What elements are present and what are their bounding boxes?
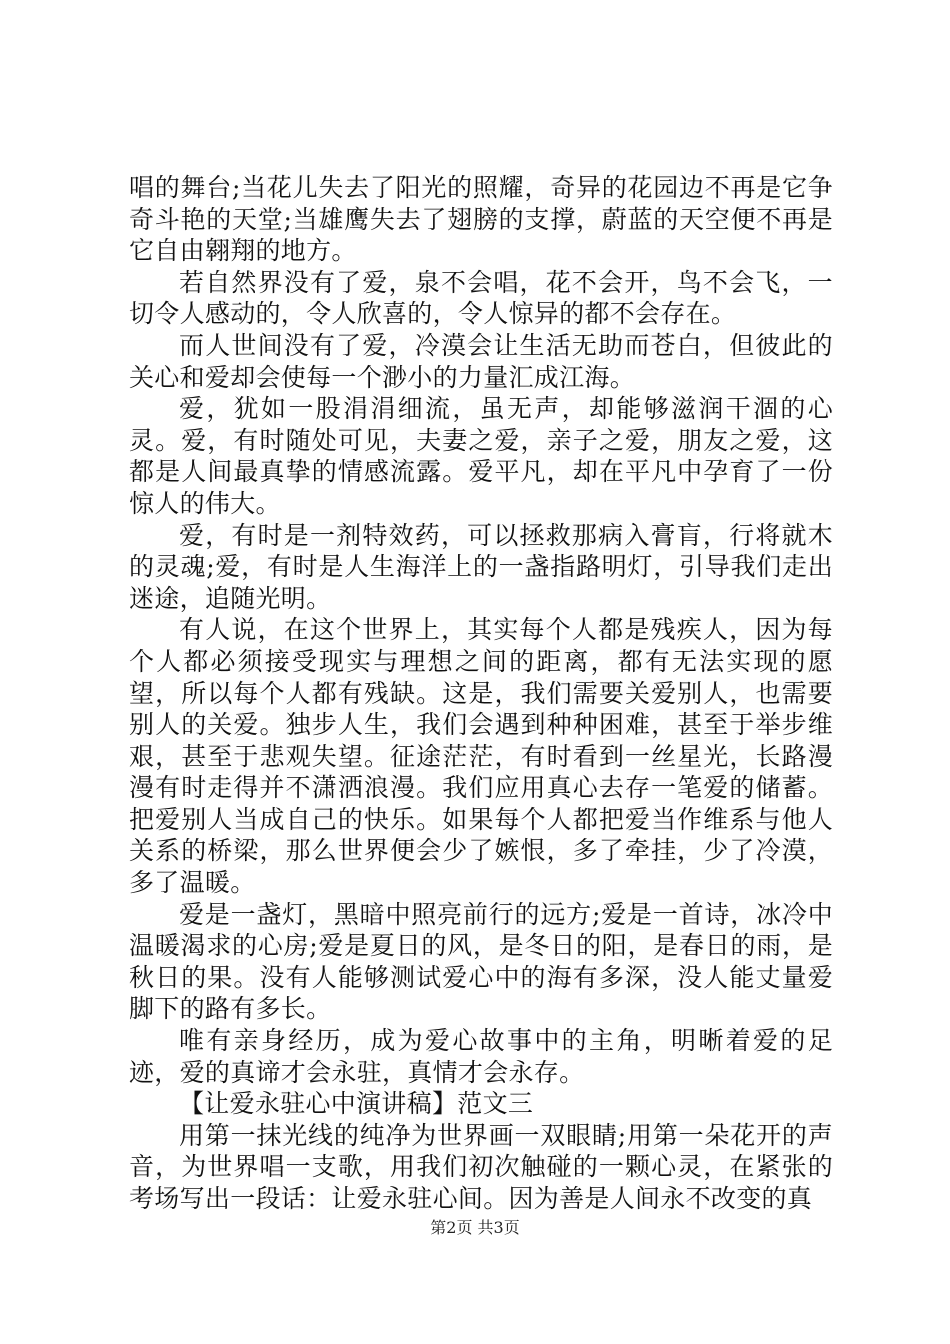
paragraph: 爱，有时是一剂特效药，可以拯救那病入膏肓，行将就木的灵魂;爱，有时是人生海洋上的一盏指路明灯，引导我们走出迷途，追随光明。: [129, 520, 833, 613]
paragraph: 爱，犹如一股涓涓细流，虽无声，却能够滋润干涸的心灵。爱，有时随处可见，夫妻之爱，亲子之爱，朋友之爱，这都是人间最真挚的情感流露。爱平凡，却在平凡中孕育了一份惊人的伟大。: [129, 394, 833, 518]
section-heading: 【让爱永驻心中演讲稿】范文三: [179, 1089, 534, 1119]
paragraph: 用第一抹光线的纯净为世界画一双眼睛;用第一朵花开的声音，为世界唱一支歌，用我们初次触碰的一颗心灵，在紧张的考场写出一段话：让爱永驻心间。因为善是人间永不改变的真: [129, 1120, 833, 1213]
page-number-footer: 第2页 共3页: [430, 1218, 520, 1237]
paragraph-continued: 唱的舞台;当花儿失去了阳光的照耀，奇异的花园边不再是它争奇斗艳的天堂;当雄鹰失去了翅膀的支撑，蔚蓝的天空便不再是它自由翱翔的地方。: [129, 173, 833, 266]
paragraph: 若自然界没有了爱，泉不会唱，花不会开，鸟不会飞，一切令人感动的，令人欣喜的，令人惊异的都不会存在。: [129, 267, 833, 329]
paragraph: 爱是一盏灯，黑暗中照亮前行的远方;爱是一首诗，冰冷中温暖渴求的心房;爱是夏日的风，是冬日的阳，是春日的雨，是秋日的果。没有人能够测试爱心中的海有多深，没人能丈量爱脚下的路有多长。: [129, 899, 833, 1024]
body-text: [129, 172, 833, 1215]
paragraph: 唯有亲身经历，成为爱心故事中的主角，明晰着爱的足迹，爱的真谛才会永驻，真情才会永存。: [129, 1026, 833, 1087]
paragraph: 而人世间没有了爱，冷漠会让生活无助而苍白，但彼此的关心和爱却会使每一个渺小的力量汇成江海。: [129, 330, 833, 392]
paragraph: 有人说，在这个世界上，其实每个人都是残疾人，因为每个人都必须接受现实与理想之间的距离，都有无法实现的愿望，所以每个人都有残缺。这是，我们需要关爱别人，也需要别人的关爱。独步人生，我们会遇到种种困难，甚至于举步维艰，甚至于悲观失望。征途茫茫，有时看到一丝星光，长路漫漫有时走得并不潇洒浪漫。我们应用真心去存一笔爱的储蓄。把爱别人当成自己的快乐。如果每个人都把爱当作维系与他人关系的桥梁，那么世界便会少了嫉恨，多了牵挂，少了冷漠，多了温暖。: [129, 615, 833, 898]
